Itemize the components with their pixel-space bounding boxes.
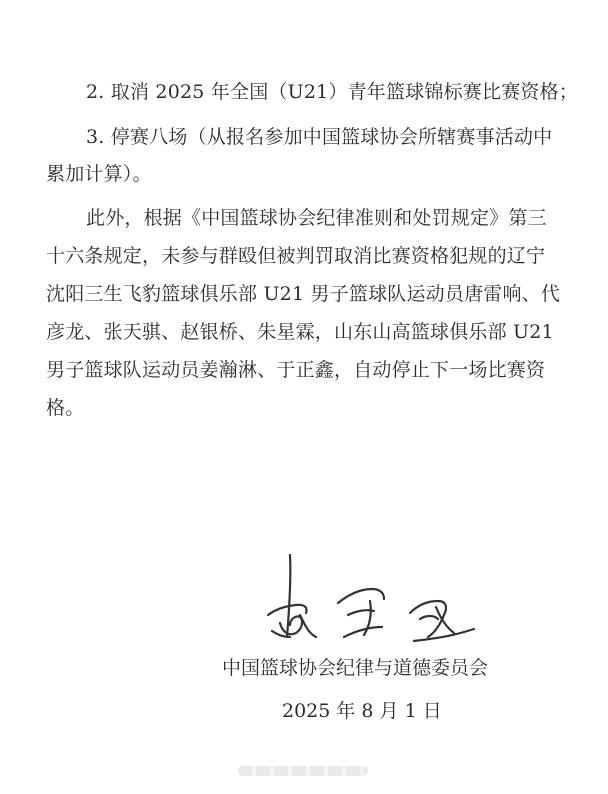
paragraph-line-2: 十六条规定，未参与群殴但被判罚取消比赛资格犯规的辽宁 <box>46 245 546 267</box>
paragraph-line-4: 彦龙、张天骐、赵银桥、朱星霖，山东山高篮球俱乐部 U21 <box>46 321 554 343</box>
watermark <box>238 766 368 776</box>
paragraph-line-6: 格。 <box>46 397 85 419</box>
paragraph-line-3: 沈阳三生飞豹篮球俱乐部 U21 男子篮球队运动员唐雷响、代 <box>46 283 561 305</box>
item-2: 2. 取消 2025 年全国（U21）青年篮球锦标赛比赛资格； <box>86 81 578 103</box>
paragraph-line-1: 此外，根据《中国篮球协会纪律准则和处罚规定》第三 <box>86 207 547 229</box>
item-3-line-2: 累加计算）。 <box>46 163 152 185</box>
issue-date: 2025 年 8 月 1 日 <box>282 700 442 722</box>
paragraph-line-5: 男子篮球队运动员姜瀚淋、于正鑫，自动停止下一场比赛资 <box>46 359 546 381</box>
issuing-organization: 中国篮球协会纪律与道德委员会 <box>222 657 489 679</box>
item-3-line-1: 3. 停赛八场（从报名参加中国篮球协会所辖赛事活动中 <box>86 126 553 148</box>
handwritten-signature <box>260 545 500 655</box>
